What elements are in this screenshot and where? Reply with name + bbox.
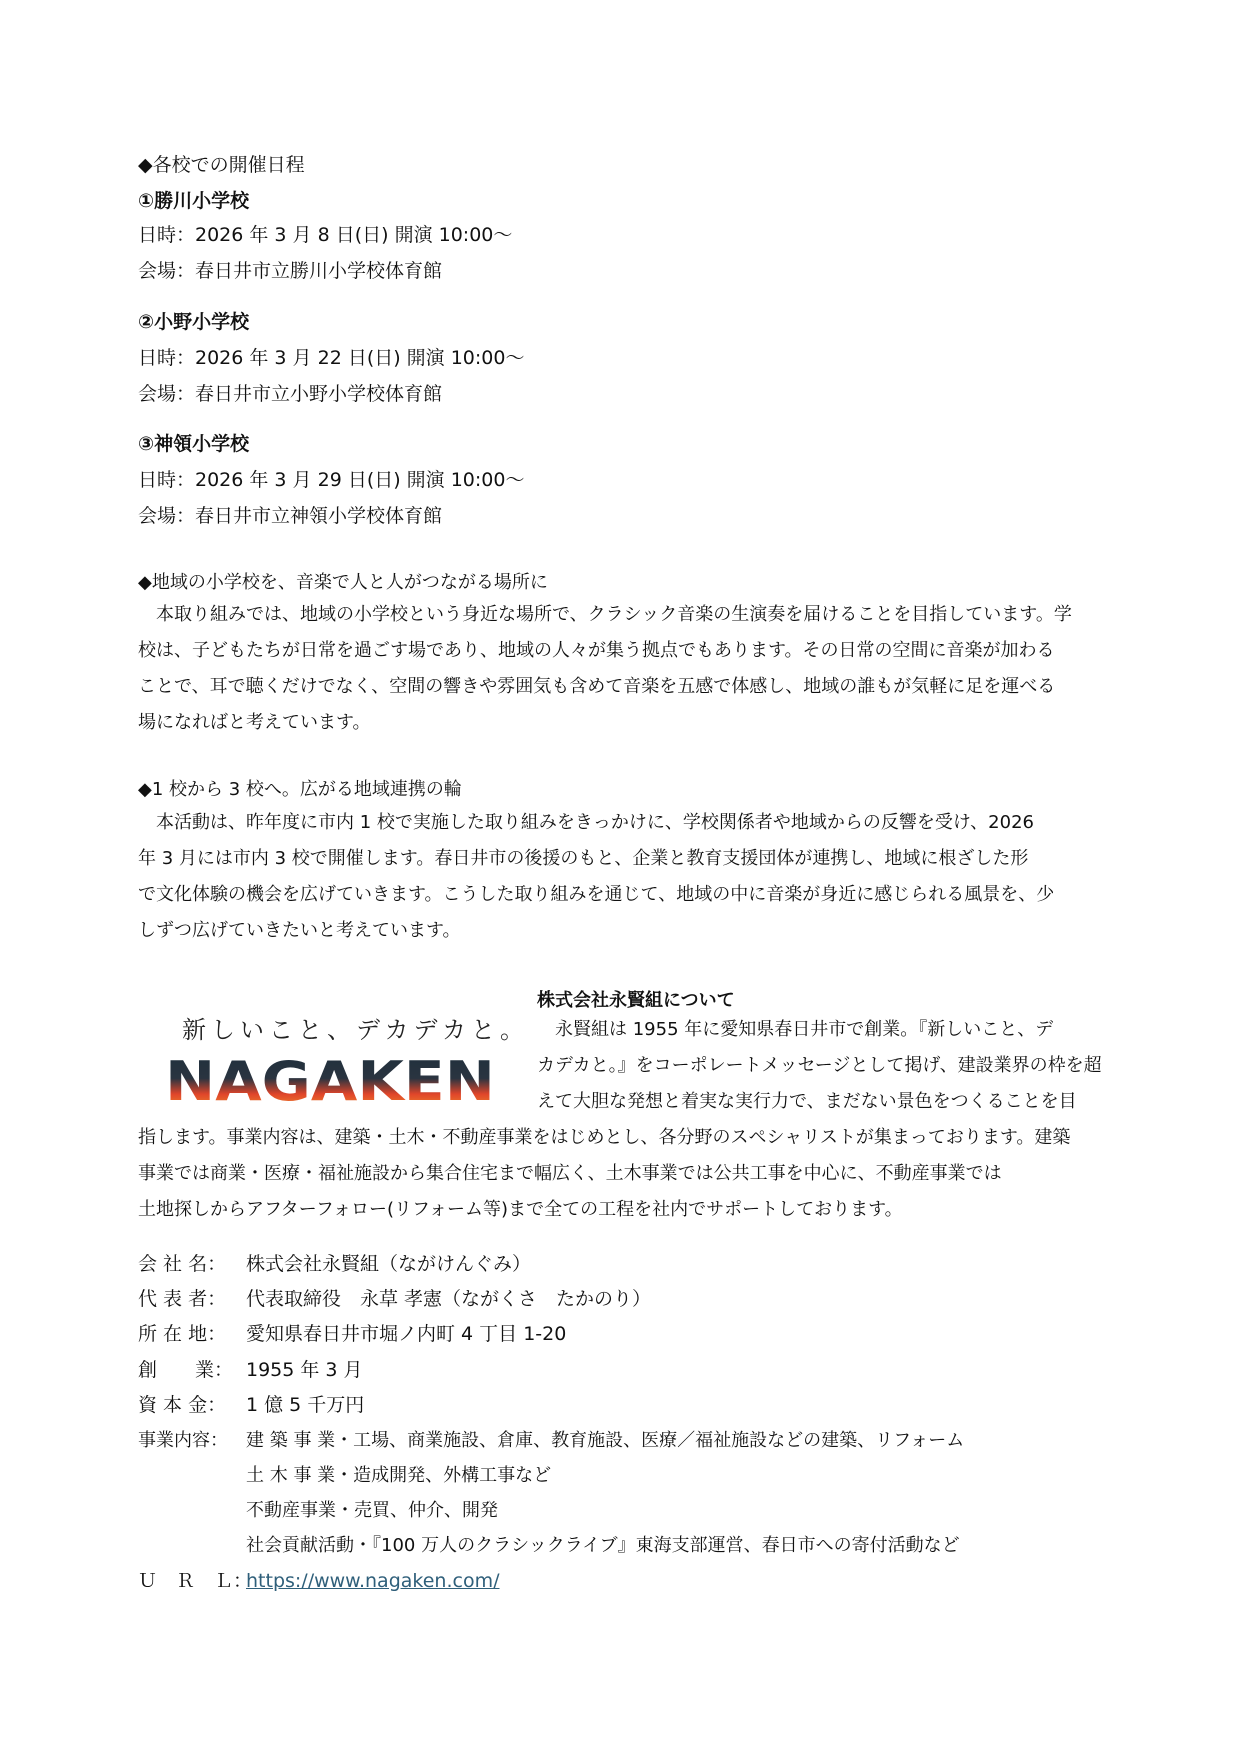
profile-url <box>138 1568 500 1594</box>
paragraph-line: 永賢組は 1955 年に愛知県春日井市で創業。『新しいこと、デ <box>537 1019 1054 1040</box>
nagaken-logo <box>160 1008 530 1116</box>
section-local-body <box>138 597 1110 741</box>
school-3-venue: 会場：春日井市立神領小学校体育館 <box>138 505 443 527</box>
profile-value: 1 億 5 千万円 <box>246 1394 365 1416</box>
profile-founded <box>138 1357 363 1383</box>
profile-company-name <box>138 1251 531 1277</box>
profile-address <box>138 1321 566 1347</box>
paragraph-line: しずつ広げていきたいと考えています。 <box>138 920 461 941</box>
section-local-heading: ◆地域の小学校を、音楽で人と人がつながる場所に <box>138 572 548 593</box>
school-1-venue: 会場：春日井市立勝川小学校体育館 <box>138 260 443 282</box>
school-3-datetime: 日時：2026 年 3 月 29 日(日) 開演 10:00～ <box>138 469 525 491</box>
school-3-title: ③神領小学校 <box>138 433 250 455</box>
paragraph-line: えて大胆な発想と着実な実行力で、まだない景色をつくることを目 <box>537 1091 1077 1112</box>
profile-value: 1955 年 3 月 <box>246 1359 363 1381</box>
profile-label: 資 本 金： <box>138 1394 227 1416</box>
paragraph-line: で文化体験の機会を広げていきます。こうした取り組みを通じて、地域の中に音楽が身近に感じられる風景を、少 <box>138 884 1055 905</box>
paragraph-line: ことで、耳で聴くだけでなく、空間の響きや雰囲気も含めて音楽を五感で体感し、地域の誰もが気軽に足を運べる <box>138 676 1056 697</box>
school-2-title: ②小野小学校 <box>138 311 250 333</box>
company-intro-right <box>537 1012 1110 1120</box>
section-expand-heading: ◆1 校から 3 校へ。広がる地域連携の輪 <box>138 779 462 800</box>
paragraph-line: 事業では商業・医療・福祉施設から集合住宅まで幅広く、土木事業では公共工事を中心に、不動産事業では <box>138 1163 1002 1184</box>
profile-label: 会 社 名： <box>138 1253 227 1275</box>
business-item: 建 築 事 業・工場、商業施設、倉庫、教育施設、医療／福祉施設などの建築、リフォーム <box>246 1430 965 1451</box>
business-item: 社会貢献活動・『100 万人のクラシックライブ』東海支部運営、春日市への寄付活動など <box>246 1535 960 1556</box>
paragraph-line: 本取り組みでは、地域の小学校という身近な場所で、クラシック音楽の生演奏を届けることを目指しています。学 <box>138 604 1072 625</box>
paragraph-line: 指します。事業内容は、建築・土木・不動産事業をはじめとし、各分野のスペシャリストが集まっております。建築 <box>138 1127 1071 1148</box>
profile-representative <box>138 1286 651 1312</box>
profile-capital <box>138 1392 364 1418</box>
profile-business <box>138 1428 964 1454</box>
school-2-venue: 会場：春日井市立小野小学校体育館 <box>138 383 443 405</box>
profile-label: 代 表 者： <box>138 1288 227 1310</box>
business-item: 土 木 事 業・造成開発、外構工事など <box>246 1465 552 1486</box>
paragraph-line: 場になればと考えています。 <box>138 712 371 733</box>
company-url-link[interactable]: https://www.nagaken.com/ <box>246 1570 500 1592</box>
logo-wordmark <box>160 1052 500 1108</box>
paragraph-line: カデカと。』をコーポレートメッセージとして掲げ、建設業界の枠を超 <box>537 1055 1102 1076</box>
company-intro-full <box>138 1120 1110 1228</box>
paragraph-line: 校は、子どもたちが日常を過ごす場であり、地域の人々が集う拠点でもあります。その日常の空間に音楽が加わる <box>138 640 1055 661</box>
logo-wordmark-text: NAGAKEN <box>165 1052 495 1108</box>
profile-label: 事業内容： <box>138 1430 228 1451</box>
section-expand-body <box>138 805 1110 949</box>
schedule-heading: ◆各校での開催日程 <box>138 154 305 176</box>
logo-tagline: 新しいこと、デカデカと。 <box>182 1016 530 1044</box>
paragraph-line: 本活動は、昨年度に市内 1 校で実施した取り組みをきっかけに、学校関係者や地域からの反響を受け、2026 <box>138 812 1034 833</box>
profile-label: 創 業： <box>138 1359 234 1381</box>
profile-value: 愛知県春日井市堀ノ内町 4 丁目 1-20 <box>246 1323 567 1345</box>
paragraph-line: 土地探しからアフターフォロー(リフォーム等)まで全ての工程を社内でサポートしております。 <box>138 1199 903 1220</box>
paragraph-line: 年 3 月には市内 3 校で開催します。春日井市の後援のもと、企業と教育支援団体が連携し、地域に根ざした形 <box>138 848 1029 869</box>
school-1-title: ①勝川小学校 <box>138 190 250 212</box>
business-item: 不動産事業・売買、仲介、開発 <box>246 1500 498 1521</box>
profile-value: 代表取締役 永草 孝憲（ながくさ たかのり） <box>246 1288 652 1310</box>
school-1-datetime: 日時：2026 年 3 月 8 日(日) 開演 10:00～ <box>138 224 513 246</box>
profile-label: 所 在 地： <box>138 1323 227 1345</box>
company-heading: 株式会社永賢組について <box>537 990 735 1011</box>
profile-label: Ｕ Ｒ Ｌ： <box>138 1570 253 1592</box>
profile-value: 株式会社永賢組（ながけんぐみ） <box>246 1253 532 1275</box>
school-2-datetime: 日時：2026 年 3 月 22 日(日) 開演 10:00～ <box>138 347 525 369</box>
